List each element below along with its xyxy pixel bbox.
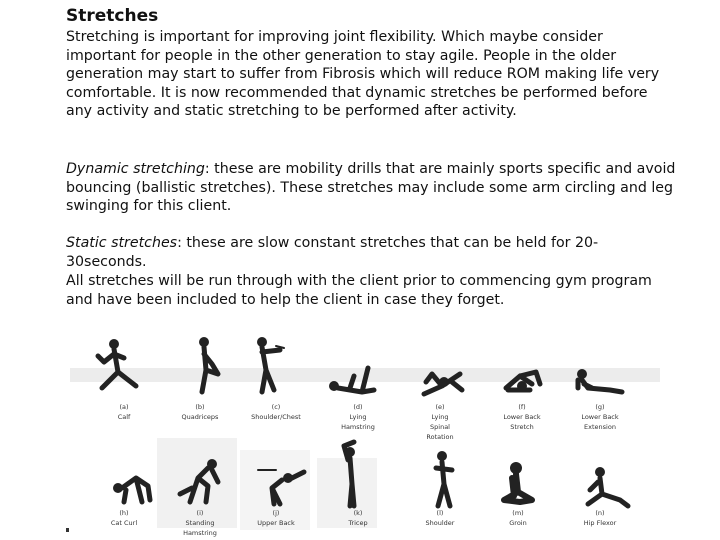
caption-upper-back: (j) Upper Back (257, 509, 295, 527)
caption-lower-back-stretch: (f) Lower Back Stretch (503, 403, 541, 431)
caption-standing-hamstring: (i) Standing Hamstring (183, 509, 217, 537)
quadriceps-stretch-figure (199, 337, 218, 392)
scan-mark (66, 528, 69, 532)
caption-shoulder: (l) Shoulder (425, 509, 455, 527)
static-stretches-paragraph (66, 234, 676, 271)
stretches-illustration-art (62, 328, 662, 538)
caption-lying-spinal-rotation: (e) Lying Spinal Rotation (426, 403, 454, 441)
caption-lying-hamstring: (d) Lying Hamstring (341, 403, 375, 431)
caption-quadriceps: (b) Quadriceps (181, 403, 219, 421)
dynamic-stretching-term: Dynamic stretching (66, 161, 205, 177)
intro-paragraph: Stretching is important for improving joint flexibility. Which maybe consider important for people in the other generation to stay agile. People in the older generation may start to suffer from Fibrosis which will reduce ROM making life very comfortable. It is now recommended that dynamic stretches be performed before any activity and static stretching to be performed after activity. (66, 29, 660, 120)
static-stretches-text: : these are slow constant stretches that can be held for 20-30seconds. (66, 235, 599, 270)
caption-shoulder-chest: (c) Shoulder/Chest (251, 403, 301, 421)
caption-hip-flexor: (n) Hip Flexor (583, 509, 617, 527)
caption-groin: (m) Groin (509, 509, 527, 527)
caption-lower-back-extension: (g) Lower Back Extension (581, 403, 619, 431)
caption-cat-curl: (h) Cat Curl (110, 509, 138, 527)
caption-tricep: (k) Tricep (348, 509, 368, 527)
dynamic-stretching-paragraph (66, 160, 676, 216)
dynamic-stretching-text: : these are mobility drills that are mainly sports specific and avoid bouncing (ballistic stretches). These stretches may include some arm circling and leg swinging for this client. (66, 161, 676, 215)
caption-calf: (a) Calf (117, 403, 131, 421)
shoulder-stretch-figure (436, 451, 452, 506)
groin-stretch-figure (504, 462, 532, 502)
cat-curl-figure (113, 478, 150, 502)
closing-paragraph: All stretches will be run through with the client prior to commencing gym program and have been included to help the client in case they forget. (66, 273, 652, 308)
hip-flexor-stretch-figure (588, 467, 628, 506)
shoulder-chest-stretch-figure (257, 337, 284, 392)
page-title: Stretches (66, 6, 159, 26)
stretches-illustration (62, 328, 662, 538)
static-stretches-term: Static stretches (66, 235, 178, 251)
